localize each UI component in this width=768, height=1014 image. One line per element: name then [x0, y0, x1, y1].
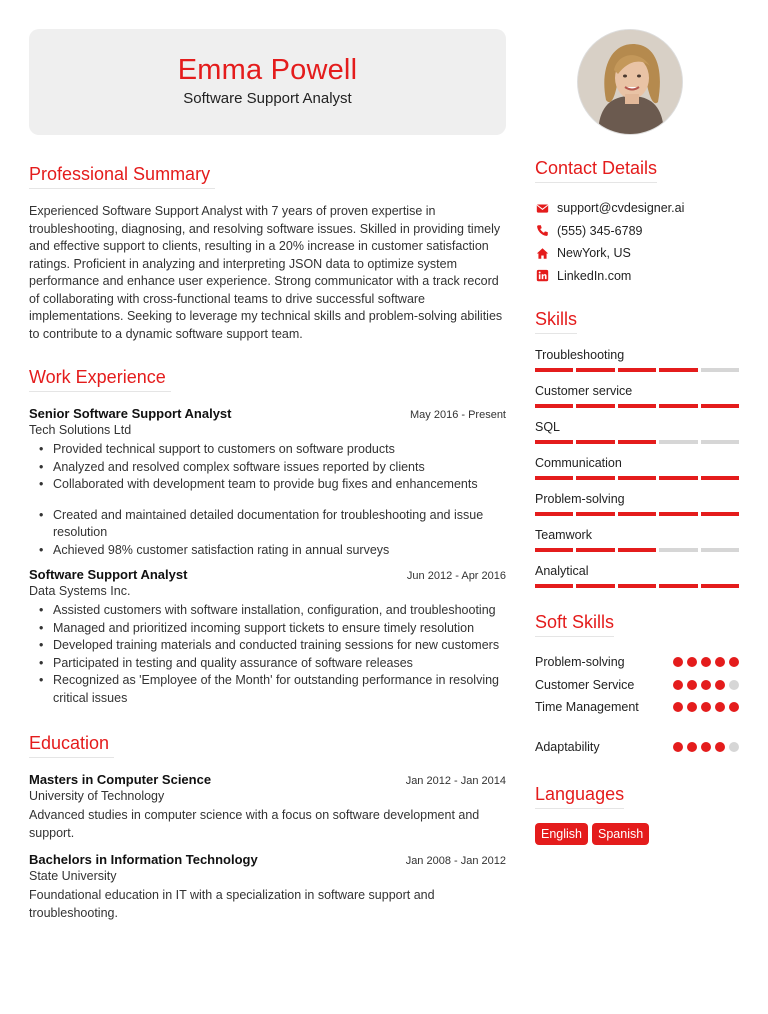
skill-level-segment: [618, 476, 656, 480]
linkedin-icon: [535, 269, 549, 283]
skill-name: Customer service: [535, 384, 633, 398]
education-degree: Bachelors in Information Technology: [29, 852, 258, 867]
skill-level-segment: [618, 584, 656, 588]
skill-level-segment: [618, 512, 656, 516]
skill-level-segment: [701, 512, 739, 516]
education-degree: Masters in Computer Science: [29, 772, 212, 787]
skill-level-segment: [535, 368, 573, 372]
rating-dot: [715, 657, 725, 667]
soft-skill-name: Customer Service: [535, 677, 635, 692]
skill-name: Troubleshooting: [535, 348, 625, 362]
skill-name: Analytical: [535, 564, 589, 578]
profile-photo: [577, 29, 683, 135]
soft-skill-item: [535, 651, 739, 674]
soft-skill-rating: [673, 702, 739, 712]
contact-phone-text: (555) 345-6789: [557, 223, 643, 238]
job-bullet: • Managed and prioritized incoming support tickets to ensure timely resolution: [37, 620, 506, 638]
rating-dot: [673, 702, 683, 712]
languages-heading: Languages: [535, 784, 624, 809]
home-icon: [535, 246, 549, 260]
skill-level-segment: [576, 476, 614, 480]
soft-skill-rating: [673, 680, 739, 690]
experience-heading: Work Experience: [29, 367, 171, 392]
job-company: Tech Solutions Ltd: [29, 423, 132, 437]
skill-level-segment: [701, 548, 739, 552]
contact-phone[interactable]: [535, 220, 739, 243]
candidate-name: Emma Powell: [177, 54, 358, 86]
soft-skill-rating: [673, 742, 739, 752]
job-bullet: • Provided technical support to customers on software products: [37, 441, 506, 459]
education-date: Jan 2012 - Jan 2014: [405, 775, 506, 787]
education-school: University of Technology: [29, 789, 165, 803]
skill-name: Problem-solving: [535, 492, 625, 506]
job-bullet: • Created and maintained detailed documentation for troubleshooting and issue resolution: [37, 507, 506, 542]
job-role: Software Support Analyst: [29, 567, 188, 582]
skill-name: Communication: [535, 456, 622, 470]
candidate-title: Software Support Analyst: [183, 90, 352, 107]
header-box: [29, 29, 506, 135]
skill-level-bar: [535, 584, 739, 588]
job-bullet: • Analyzed and resolved complex software issues reported by clients: [37, 459, 506, 477]
job-date: May 2016 - Present: [410, 409, 506, 421]
rating-dot: [687, 702, 697, 712]
rating-dot: [701, 680, 711, 690]
rating-dot: [729, 702, 739, 712]
skill-level-segment: [576, 440, 614, 444]
soft-skill-name: Time Management: [535, 700, 639, 715]
education-date: Jan 2008 - Jan 2012: [405, 855, 506, 867]
soft-skills-list: [535, 651, 739, 758]
skill-level-segment: [659, 512, 697, 516]
skill-item: [535, 564, 739, 588]
soft-skill-item: [535, 736, 739, 759]
summary-heading: Professional Summary: [29, 164, 215, 189]
skill-level-segment: [535, 584, 573, 588]
rating-dot: [715, 680, 725, 690]
skill-level-segment: [701, 440, 739, 444]
education-school: State University: [29, 869, 117, 883]
rating-dot: [673, 657, 683, 667]
phone-icon: [535, 224, 549, 238]
skill-item: [535, 456, 739, 480]
job-bullet: • Recognized as 'Employee of the Month' for outstanding performance in resolving critical issues: [37, 672, 506, 707]
skill-level-segment: [659, 440, 697, 444]
skill-level-segment: [659, 404, 697, 408]
job-company: Data Systems Inc.: [29, 584, 131, 598]
rating-dot: [701, 702, 711, 712]
soft-skill-item: [535, 696, 739, 719]
education-entry: [29, 852, 506, 922]
job-entry: [29, 406, 506, 559]
skill-level-bar: [535, 548, 739, 552]
job-role: Senior Software Support Analyst: [29, 406, 232, 421]
soft-skills-heading: Soft Skills: [535, 612, 614, 637]
job-date: Jun 2012 - Apr 2016: [406, 570, 506, 582]
rating-dot: [715, 702, 725, 712]
contact-heading: Contact Details: [535, 158, 657, 183]
skill-level-segment: [576, 368, 614, 372]
skill-level-bar: [535, 440, 739, 444]
skill-name: SQL: [535, 420, 561, 434]
rating-dot: [701, 657, 711, 667]
skill-level-segment: [659, 584, 697, 588]
mail-icon: [535, 201, 549, 215]
skill-level-segment: [535, 404, 573, 408]
skill-item: [535, 492, 739, 516]
skills-list: [535, 348, 739, 588]
contact-email-text: support@cvdesigner.ai: [557, 201, 685, 216]
language-badge: English: [535, 823, 588, 845]
education-description: Advanced studies in computer science with a focus on software development and support.: [29, 808, 480, 840]
job-bullets: [37, 602, 506, 707]
languages-list: [535, 823, 739, 845]
soft-skill-name: Problem-solving: [535, 655, 625, 670]
rating-dot: [715, 742, 725, 752]
rating-dot: [729, 742, 739, 752]
soft-skill-name: Adaptability: [535, 739, 600, 754]
rating-dot: [687, 680, 697, 690]
job-bullets: [37, 441, 506, 559]
profile-photo-illustration: [578, 30, 683, 135]
skill-level-bar: [535, 512, 739, 516]
skill-level-bar: [535, 404, 739, 408]
skill-level-segment: [659, 548, 697, 552]
contact-location: [535, 242, 739, 265]
contact-list: [535, 197, 739, 287]
skill-level-segment: [659, 476, 697, 480]
skill-level-segment: [618, 404, 656, 408]
rating-dot: [729, 680, 739, 690]
skill-item: [535, 420, 739, 444]
education-heading: Education: [29, 733, 114, 758]
skill-item: [535, 528, 739, 552]
rating-dot: [729, 657, 739, 667]
summary-text: Experienced Software Support Analyst with 7 years of proven expertise in troubleshooting, diagnosing, and resolving software issues. Skilled in providing timely and effective support to clients, resulting in a 20% increase in customer satisfaction ratings. Proficient in analyzing and interpreting JSON data to optimize system performance and enhance user experience. Strong communicator with a track record of collaborating with cross-functional teams to drive successful software implementations. Seeking to leverage my technical skills and problem-solving abilities to contribute to a dynamic software support team.: [29, 204, 503, 341]
skill-level-bar: [535, 368, 739, 372]
skill-level-segment: [701, 368, 739, 372]
job-bullet: • Participated in testing and quality assurance of software releases: [37, 655, 506, 673]
rating-dot: [687, 742, 697, 752]
contact-email[interactable]: [535, 197, 739, 220]
skill-item: [535, 348, 739, 372]
left-column: [29, 164, 506, 932]
skill-level-segment: [701, 476, 739, 480]
language-badge: Spanish: [592, 823, 649, 845]
skill-level-segment: [576, 512, 614, 516]
skill-level-segment: [576, 548, 614, 552]
skill-level-segment: [618, 548, 656, 552]
skills-heading: Skills: [535, 309, 577, 334]
skill-level-segment: [535, 512, 573, 516]
skill-level-segment: [576, 584, 614, 588]
education-description: Foundational education in IT with a specialization in software support and troubleshooting.: [29, 888, 435, 920]
rating-dot: [673, 680, 683, 690]
skill-level-bar: [535, 476, 739, 480]
skill-level-segment: [659, 368, 697, 372]
skill-item: [535, 384, 739, 408]
skill-level-segment: [618, 368, 656, 372]
job-bullet: • Achieved 98% customer satisfaction rating in annual surveys: [37, 542, 506, 560]
skill-level-segment: [701, 404, 739, 408]
soft-skill-rating: [673, 657, 739, 667]
job-bullet: • Assisted customers with software installation, configuration, and troubleshooting: [37, 602, 506, 620]
skill-level-segment: [535, 548, 573, 552]
job-bullet: • Developed training materials and conducted training sessions for new customers: [37, 637, 506, 655]
right-column: [535, 158, 739, 845]
rating-dot: [701, 742, 711, 752]
contact-linkedin-text: LinkedIn.com: [557, 268, 632, 283]
skill-level-segment: [535, 476, 573, 480]
contact-location-text: NewYork, US: [557, 246, 631, 261]
education-entry: [29, 772, 506, 842]
contact-linkedin[interactable]: [535, 265, 739, 288]
rating-dot: [687, 657, 697, 667]
skill-level-segment: [701, 584, 739, 588]
soft-skill-item: [535, 674, 739, 697]
job-bullet: • Collaborated with development team to provide bug fixes and enhancements: [37, 476, 506, 494]
rating-dot: [673, 742, 683, 752]
skill-name: Teamwork: [535, 528, 592, 542]
skill-level-segment: [576, 404, 614, 408]
skill-level-segment: [535, 440, 573, 444]
skill-level-segment: [618, 440, 656, 444]
job-entry: [29, 567, 506, 707]
